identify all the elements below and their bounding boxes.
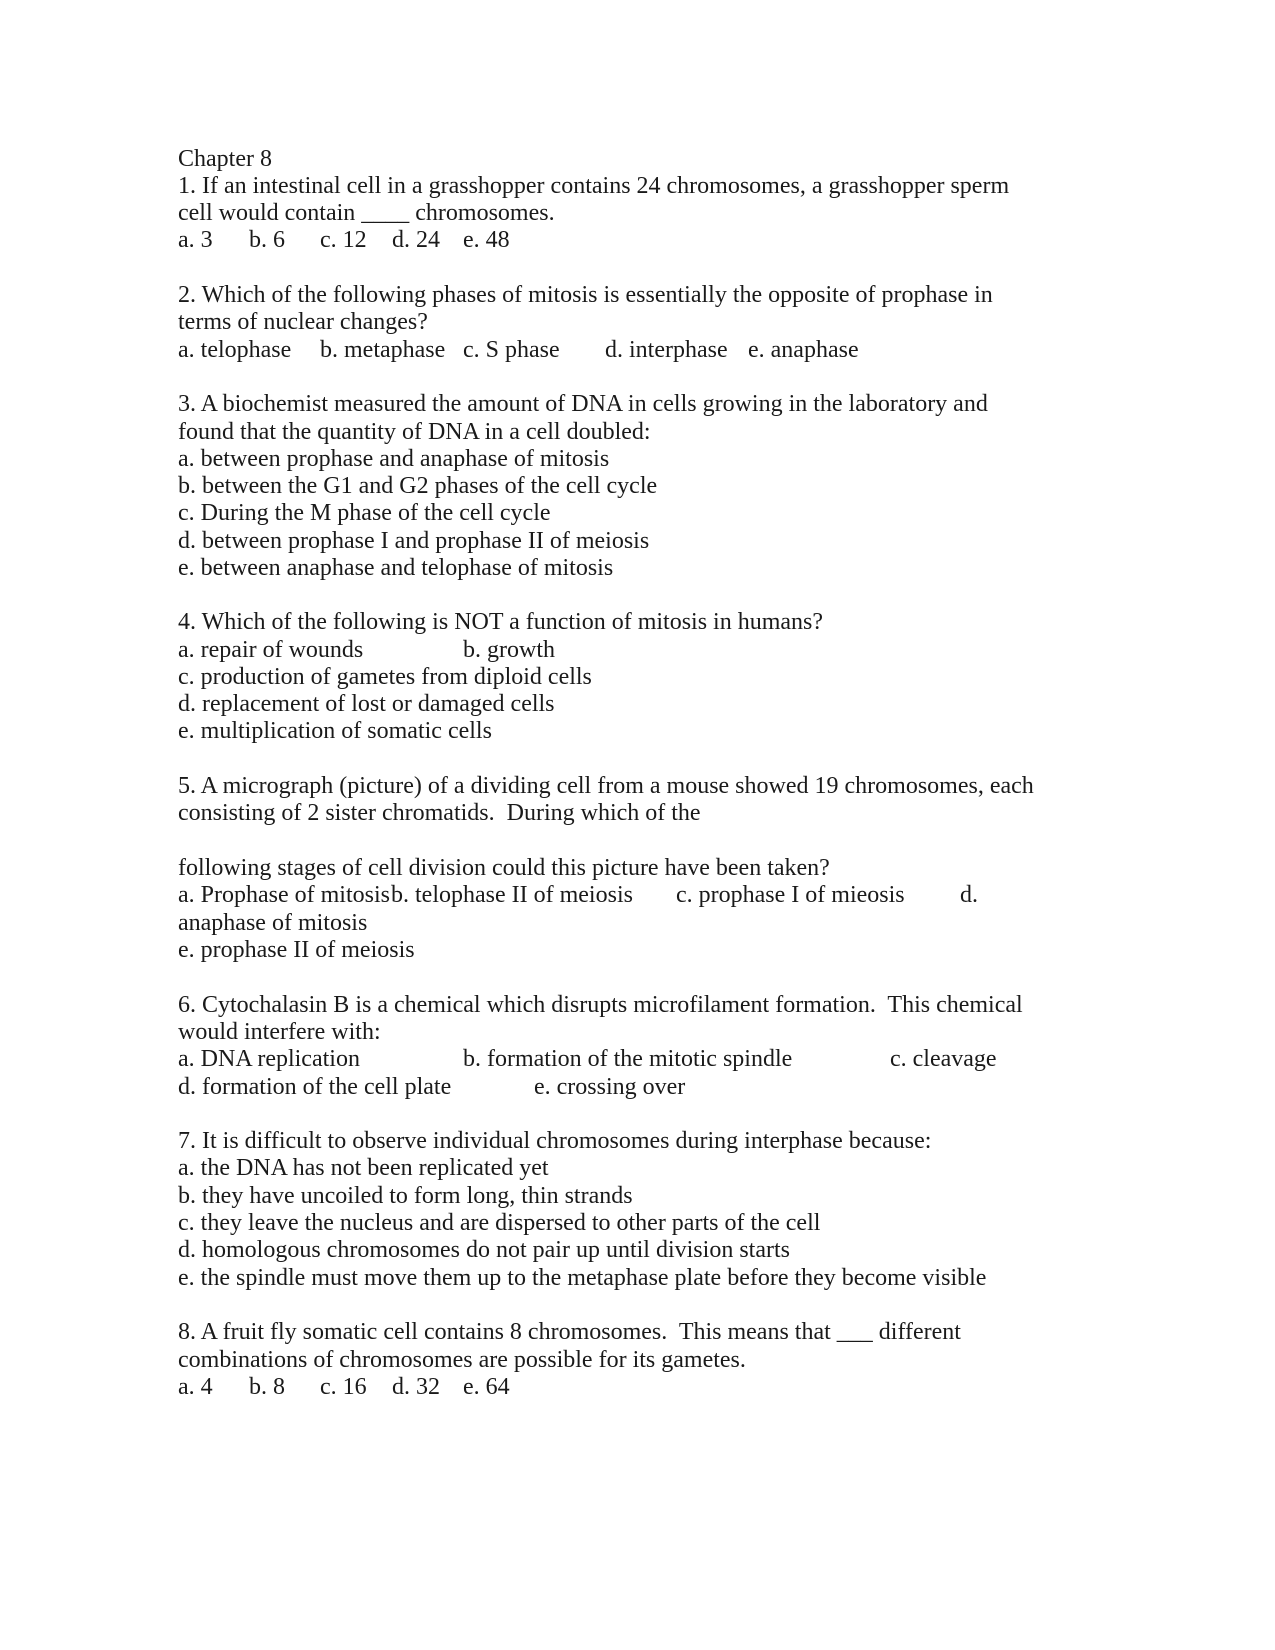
question-1-stem-line-2: cell would contain ____ chromosomes. <box>178 200 555 226</box>
question-6-stem-line-1: 6. Cytochalasin B is a chemical which disrupts microfilament formation. This chemical <box>178 992 1023 1018</box>
question-4-option-d: d. replacement of lost or damaged cells <box>178 691 555 717</box>
question-7-stem-line-1: 7. It is difficult to observe individual chromosomes during interphase because: <box>178 1128 932 1154</box>
question-3-option-d: d. between prophase I and prophase II of meiosis <box>178 528 650 554</box>
question-7-option-e: e. the spindle must move them up to the metaphase plate before they become visible <box>178 1265 987 1291</box>
question-4-option-e: e. multiplication of somatic cells <box>178 718 492 744</box>
question-1-option-c: c. 12 <box>320 227 367 253</box>
question-5-stem-line-3: following stages of cell division could this picture have been taken? <box>178 855 830 881</box>
question-3-option-c: c. During the M phase of the cell cycle <box>178 500 551 526</box>
question-6-option-c: c. cleavage <box>890 1046 997 1072</box>
question-3-option-e: e. between anaphase and telophase of mitosis <box>178 555 614 581</box>
question-5-option-a: a. Prophase of mitosis <box>178 882 390 908</box>
question-7-option-c: c. they leave the nucleus and are dispersed to other parts of the cell <box>178 1210 821 1236</box>
chapter-heading: Chapter 8 <box>178 146 272 172</box>
question-8-option-c: c. 16 <box>320 1374 367 1400</box>
question-4-option-a: a. repair of wounds <box>178 637 364 663</box>
question-5-option-d-continued: anaphase of mitosis <box>178 910 368 936</box>
question-5-option-b: b. telophase II of meiosis <box>391 882 633 908</box>
question-4-stem-line-1: 4. Which of the following is NOT a function of mitosis in humans? <box>178 609 824 635</box>
question-5-option-d: d. <box>960 882 978 908</box>
question-7-option-a: a. the DNA has not been replicated yet <box>178 1155 549 1181</box>
question-3-stem-line-1: 3. A biochemist measured the amount of DNA in cells growing in the laboratory and <box>178 391 988 417</box>
question-8-option-d: d. 32 <box>392 1374 440 1400</box>
question-6-option-d: d. formation of the cell plate <box>178 1074 452 1100</box>
question-5-option-e: e. prophase II of meiosis <box>178 937 415 963</box>
question-2-option-c: c. S phase <box>463 337 560 363</box>
question-2-stem-line-2: terms of nuclear changes? <box>178 309 428 335</box>
question-6-option-b: b. formation of the mitotic spindle <box>463 1046 793 1072</box>
question-2-stem-line-1: 2. Which of the following phases of mitosis is essentially the opposite of prophase in <box>178 282 993 308</box>
question-1-option-d: d. 24 <box>392 227 440 253</box>
question-1-option-a: a. 3 <box>178 227 213 253</box>
question-4-option-b: b. growth <box>463 637 555 663</box>
question-1-option-b: b. 6 <box>249 227 285 253</box>
question-6-option-a: a. DNA replication <box>178 1046 360 1072</box>
question-2-option-e: e. anaphase <box>748 337 859 363</box>
question-8-option-e: e. 64 <box>463 1374 510 1400</box>
question-2-option-d: d. interphase <box>605 337 728 363</box>
question-1-option-e: e. 48 <box>463 227 510 253</box>
question-1-stem-line-1: 1. If an intestinal cell in a grasshopper contains 24 chromosomes, a grasshopper sperm <box>178 173 1010 199</box>
question-3-option-b: b. between the G1 and G2 phases of the cell cycle <box>178 473 658 499</box>
question-7-option-d: d. homologous chromosomes do not pair up until division starts <box>178 1237 790 1263</box>
question-8-option-a: a. 4 <box>178 1374 213 1400</box>
question-2-option-a: a. telophase <box>178 337 292 363</box>
question-3-option-a: a. between prophase and anaphase of mitosis <box>178 446 610 472</box>
question-5-option-c: c. prophase I of mieosis <box>676 882 905 908</box>
question-2-option-b: b. metaphase <box>320 337 446 363</box>
question-4-option-c: c. production of gametes from diploid cells <box>178 664 592 690</box>
question-5-stem-line-1: 5. A micrograph (picture) of a dividing cell from a mouse showed 19 chromosomes, each <box>178 773 1034 799</box>
question-8-stem-line-2: combinations of chromosomes are possible for its gametes. <box>178 1347 746 1373</box>
question-3-stem-line-2: found that the quantity of DNA in a cell doubled: <box>178 419 651 445</box>
question-6-stem-line-2: would interfere with: <box>178 1019 381 1045</box>
question-7-option-b: b. they have uncoiled to form long, thin strands <box>178 1183 633 1209</box>
question-6-option-e: e. crossing over <box>534 1074 686 1100</box>
question-8-stem-line-1: 8. A fruit fly somatic cell contains 8 chromosomes. This means that ___ different <box>178 1319 961 1345</box>
question-5-stem-line-2: consisting of 2 sister chromatids. During which of the <box>178 800 701 826</box>
question-8-option-b: b. 8 <box>249 1374 285 1400</box>
